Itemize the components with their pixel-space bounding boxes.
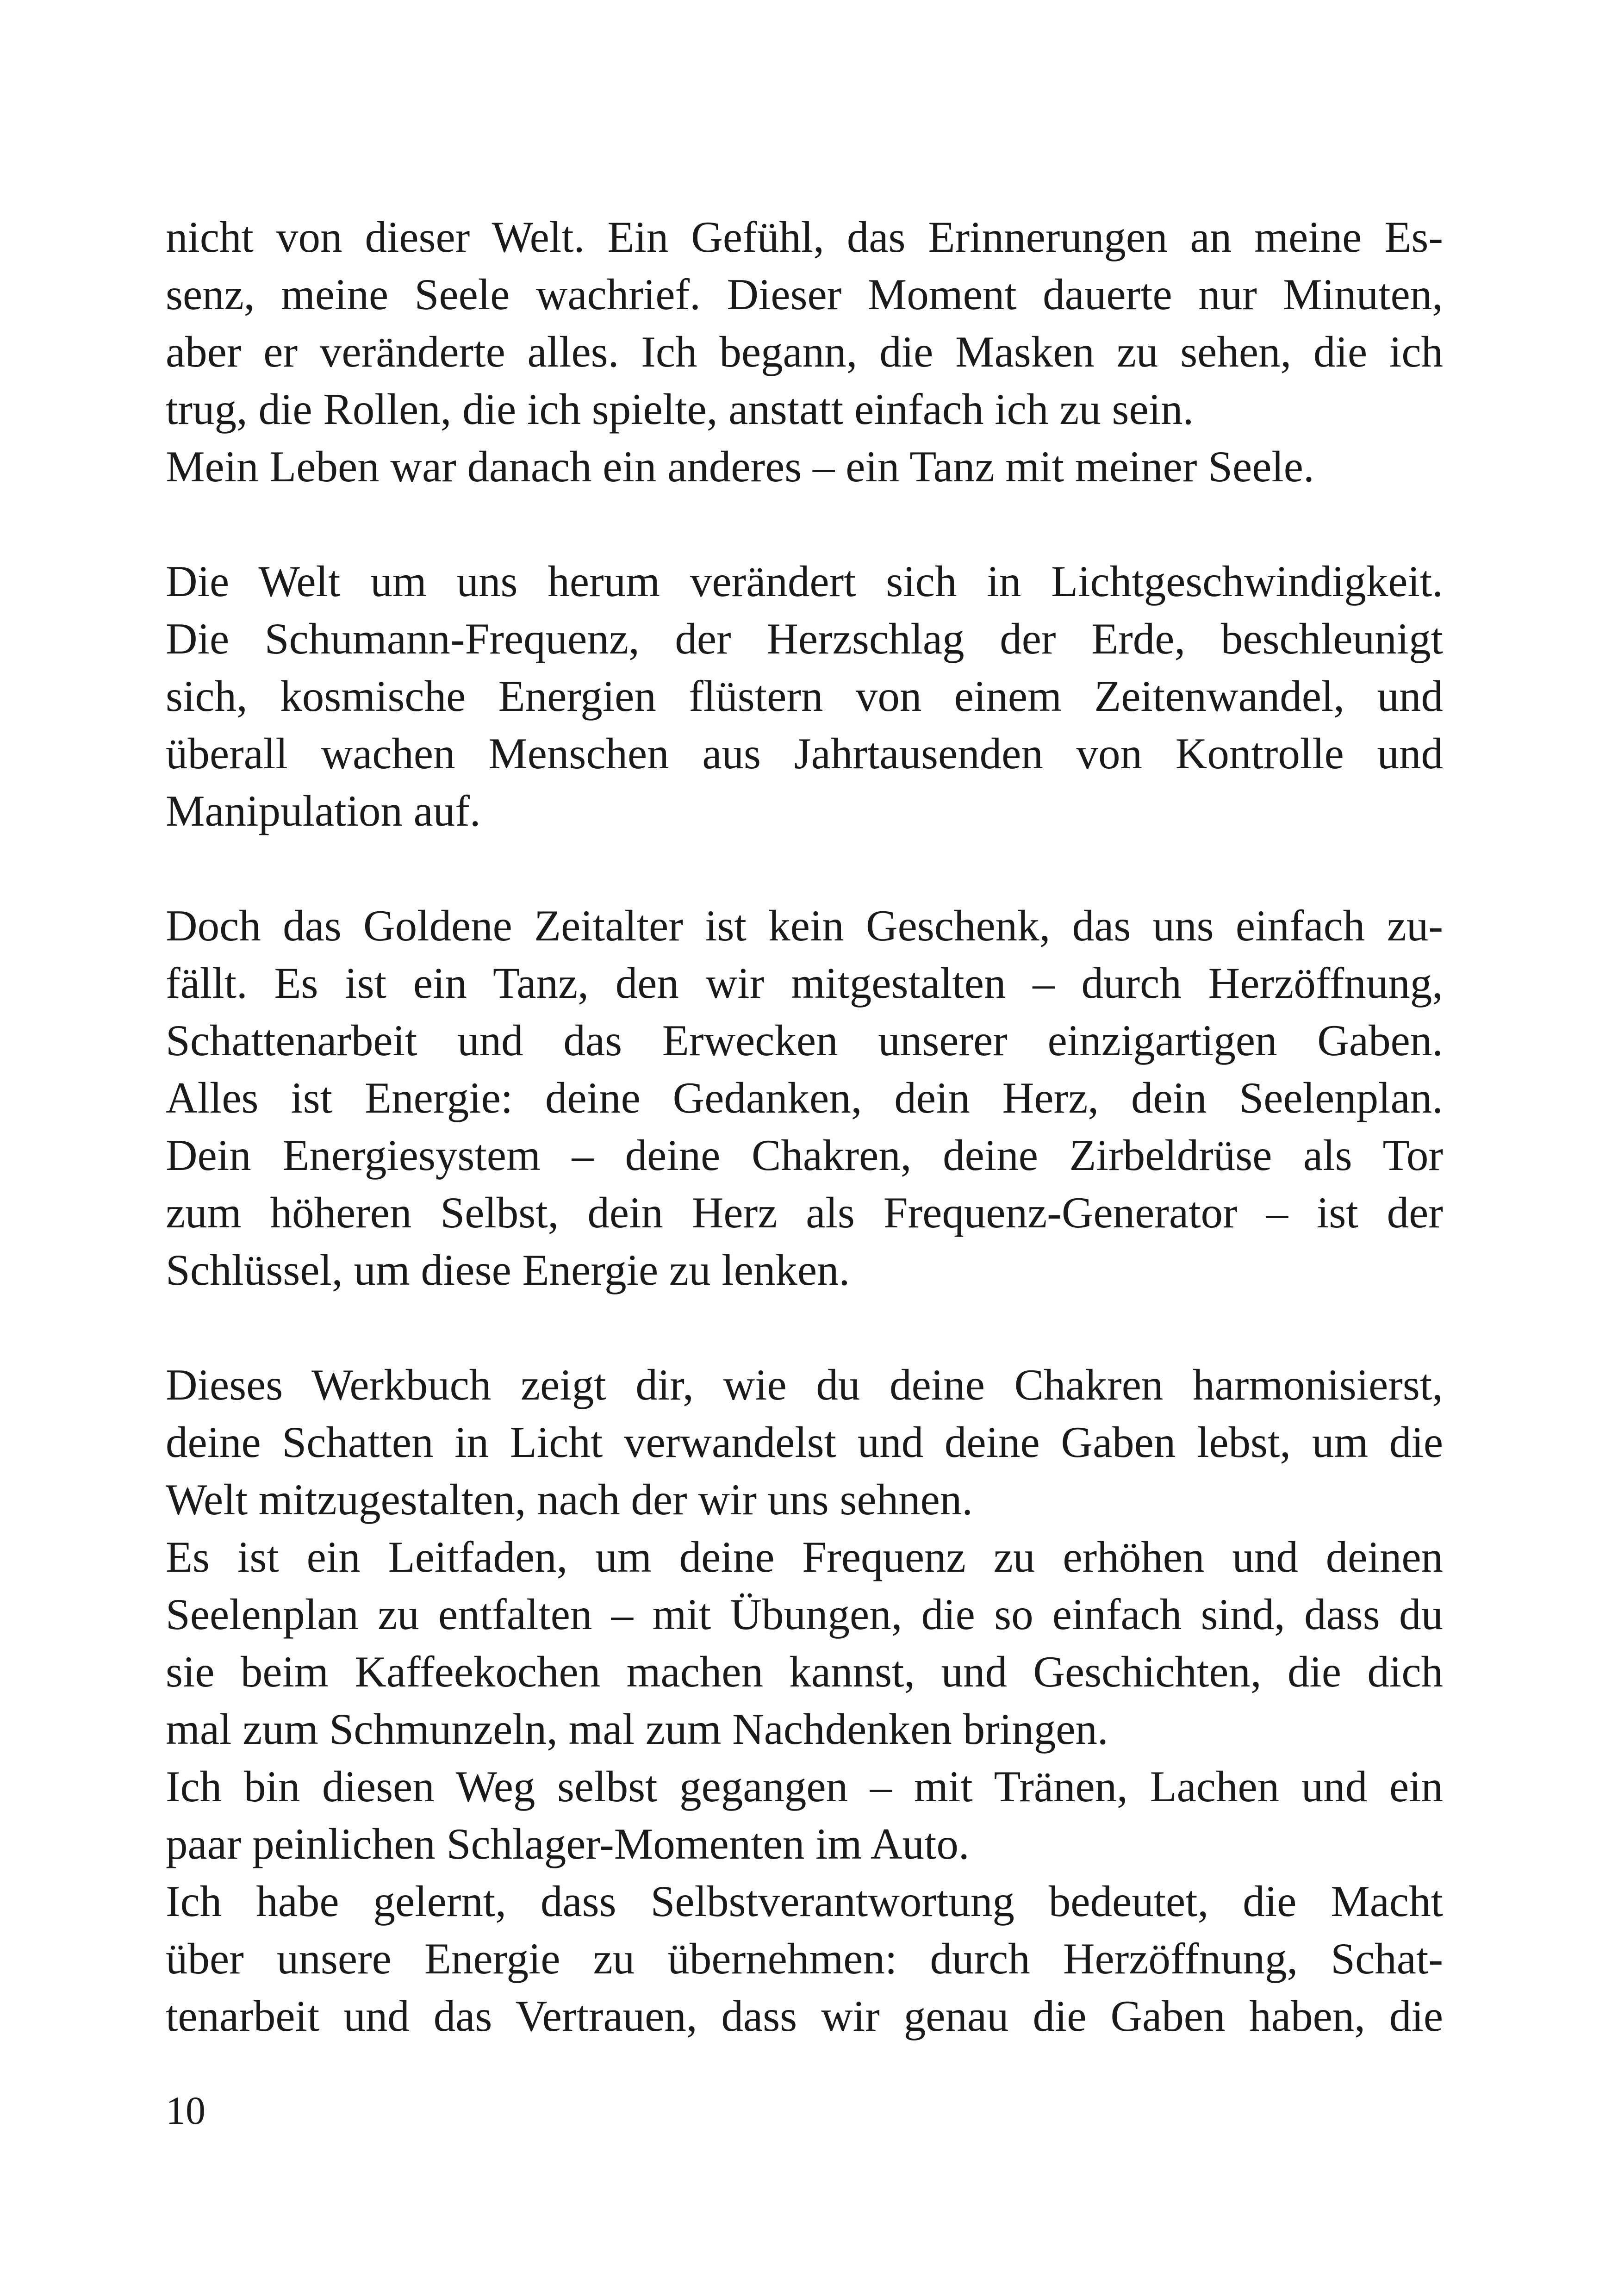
text-line: Die Welt um uns herum verändert sich in Lichtgeschwindigkeit.	[166, 557, 1443, 606]
text-line: Welt mitzugestalten, nach der wir uns sehnen.	[166, 1475, 973, 1524]
text-line: nicht von dieser Welt. Ein Gefühl, das Erinnerungen an meine Es-	[166, 212, 1443, 261]
text-line: Es ist ein Leitfaden, um deine Frequenz zu erhöhen und deinen	[166, 1532, 1443, 1581]
text-line: trug, die Rollen, die ich spielte, anstatt einfach ich zu sein.	[166, 385, 1194, 434]
paragraph	[166, 208, 1443, 438]
text-line: Seelenplan zu entfalten – mit Übungen, die so einfach sind, dass du	[166, 1590, 1443, 1639]
text-line: Schlüssel, um diese Energie zu lenken.	[166, 1245, 850, 1294]
text-line: Manipulation auf.	[166, 786, 481, 835]
text-line: über unsere Energie zu übernehmen: durch Herzöffnung, Schat-	[166, 1934, 1443, 1983]
text-line: Mein Leben war danach ein anderes – ein Tanz mit meiner Seele.	[166, 442, 1314, 491]
text-line: aber er veränderte alles. Ich begann, die Masken zu sehen, die ich	[166, 327, 1443, 376]
page-number: 10	[166, 2088, 205, 2133]
paragraph	[166, 553, 1443, 840]
text-line: senz, meine Seele wachrief. Dieser Moment dauerte nur Minuten,	[166, 270, 1443, 319]
text-line: überall wachen Menschen aus Jahrtausenden von Kontrolle und	[166, 729, 1443, 778]
paragraph	[166, 897, 1443, 1299]
text-line: sich, kosmische Energien flüstern von einem Zeitenwandel, und	[166, 672, 1443, 721]
text-line: deine Schatten in Licht verwandelst und deine Gaben lebst, um die	[166, 1418, 1443, 1467]
text-line: tenarbeit und das Vertrauen, dass wir genau die Gaben haben, die	[166, 1991, 1443, 2041]
text-line: Ich habe gelernt, dass Selbstverantwortung bedeutet, die Macht	[166, 1877, 1443, 1926]
paragraph	[166, 1356, 1443, 1528]
text-line: Ich bin diesen Weg selbst gegangen – mit Tränen, Lachen und ein	[166, 1762, 1443, 1811]
text-line: Die Schumann-Frequenz, der Herzschlag der Erde, beschleunigt	[166, 614, 1443, 663]
text-line: sie beim Kaffeekochen machen kannst, und Geschichten, die dich	[166, 1647, 1443, 1696]
text-line: fällt. Es ist ein Tanz, den wir mitgestalten – durch Herzöffnung,	[166, 958, 1443, 1008]
paragraph	[166, 438, 1443, 495]
paragraph	[166, 1528, 1443, 1758]
text-line: zum höheren Selbst, dein Herz als Frequenz-Generator – ist der	[166, 1188, 1443, 1237]
body-text	[166, 208, 1443, 2045]
paragraph	[166, 1873, 1443, 2045]
paragraph	[166, 1758, 1443, 1873]
text-line: Dieses Werkbuch zeigt dir, wie du deine Chakren harmonisierst,	[166, 1360, 1443, 1409]
text-line: Schattenarbeit und das Erwecken unserer einzigartigen Gaben.	[166, 1016, 1443, 1065]
text-line: Dein Energiesystem – deine Chakren, deine Zirbeldrüse als Tor	[166, 1131, 1443, 1180]
text-line: paar peinlichen Schlager-Momenten im Auto.	[166, 1819, 970, 1868]
text-line: Alles ist Energie: deine Gedanken, dein Herz, dein Seelenplan.	[166, 1073, 1443, 1122]
text-line: Doch das Goldene Zeitalter ist kein Geschenk, das uns einfach zu-	[166, 901, 1443, 950]
text-line: mal zum Schmunzeln, mal zum Nachdenken bringen.	[166, 1705, 1108, 1754]
